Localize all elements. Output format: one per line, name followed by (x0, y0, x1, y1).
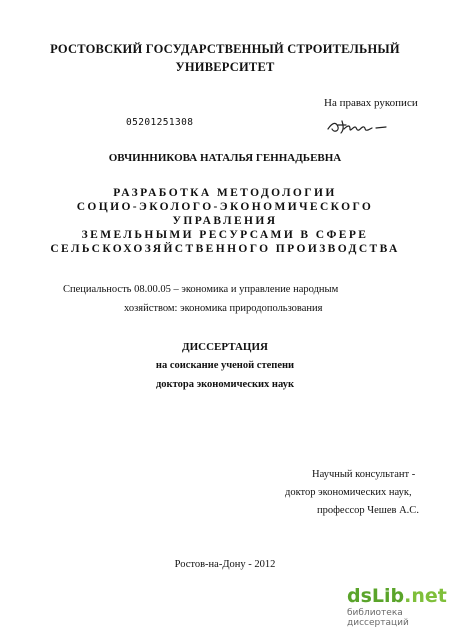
document-number: 05201251308 (126, 117, 194, 128)
consultant-line-1: Научный консультант - (312, 469, 416, 480)
watermark-subtitle: библиотека диссертаций (347, 608, 409, 628)
consultant-line-3: профессор Чешев А.С. (317, 505, 419, 516)
manuscript-note: На правах рукописи (324, 97, 418, 109)
watermark-logo-main: dsLib (347, 585, 405, 607)
title-line-1: РАЗРАБОТКА МЕТОДОЛОГИИ (113, 187, 337, 199)
title-line-4: ЗЕМЕЛЬНЫМИ РЕСУРСАМИ В СФЕРЕ (81, 229, 369, 241)
signature (326, 115, 396, 137)
author-name: ОВЧИННИКОВА НАТАЛЬЯ ГЕННАДЬЕВНА (108, 152, 342, 164)
watermark-logo-domain: .net (404, 585, 447, 607)
title-line-2: СОЦИО-ЭКОЛОГО-ЭКОНОМИЧЕСКОГО (76, 201, 374, 213)
university-line-2: УНИВЕРСИТЕТ (175, 60, 275, 74)
degree-line-2: доктора экономических наук (155, 379, 294, 390)
degree-line-1: на соискание ученой степени (155, 360, 295, 371)
watermark (347, 585, 447, 631)
consultant-line-2: доктор экономических наук, (285, 487, 412, 498)
watermark-logo (347, 585, 447, 607)
specialty-line-2: хозяйством: экономика природопользования (124, 303, 323, 314)
dissertation-heading: ДИССЕРТАЦИЯ (182, 341, 268, 353)
university-line-1: РОСТОВСКИЙ ГОСУДАРСТВЕННЫЙ СТРОИТЕЛЬНЫЙ (50, 42, 400, 56)
specialty-line-1: Специальность 08.00.05 – экономика и управление народным (63, 284, 339, 295)
title-line-5: СЕЛЬСКОХОЗЯЙСТВЕННОГО ПРОИЗВОДСТВА (50, 243, 400, 255)
title-line-3: УПРАВЛЕНИЯ (172, 215, 278, 227)
place-and-year: Ростов-на-Дону - 2012 (174, 559, 276, 570)
